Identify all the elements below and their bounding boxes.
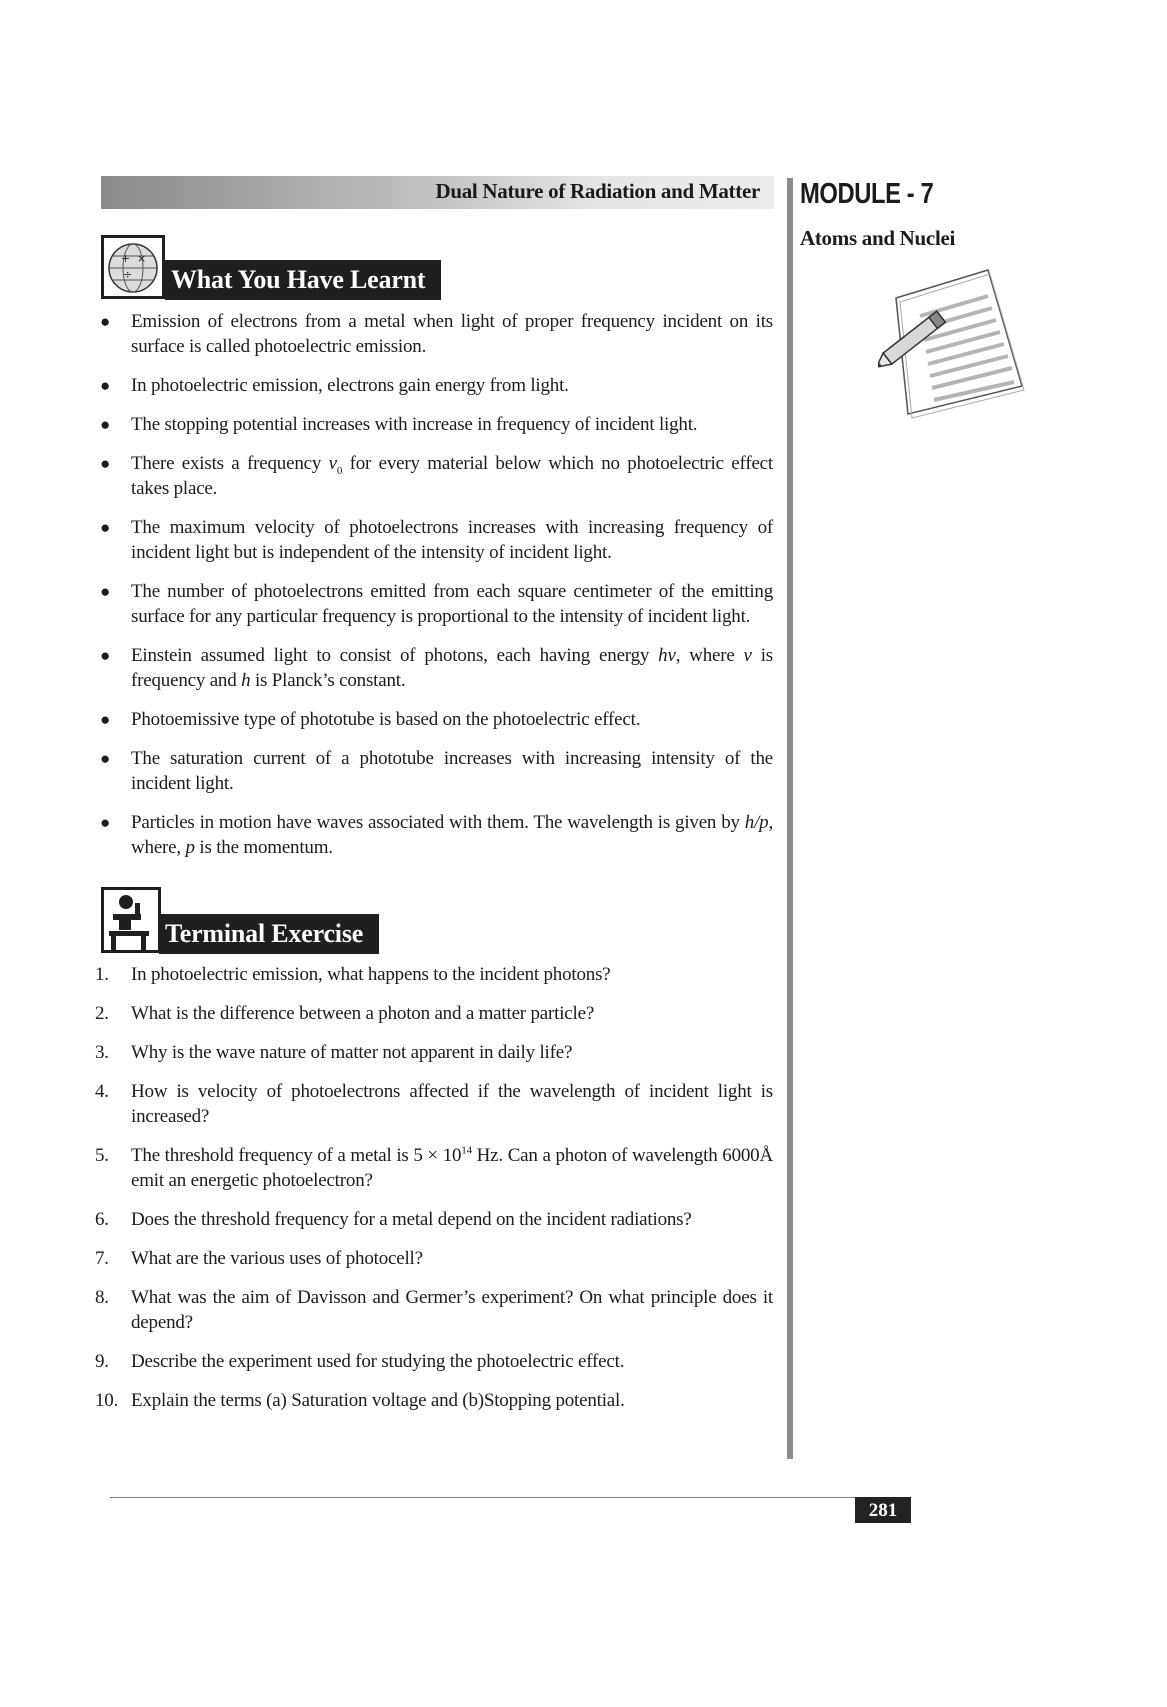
list-item: ● Einstein assumed light to consist of photons, each having energy hv, where v is frequency and h is Planck’s constant. bbox=[100, 645, 773, 691]
list-item: ● The saturation current of a phototube increases with increasing intensity of the incident light. bbox=[100, 748, 773, 794]
bullet-icon: ● bbox=[100, 312, 111, 331]
footer-rule bbox=[110, 1497, 855, 1498]
page-number: 281 bbox=[855, 1497, 911, 1523]
bullet-icon: ● bbox=[100, 813, 111, 832]
running-header bbox=[101, 176, 774, 209]
bullet-icon: ● bbox=[100, 518, 111, 537]
exercise-list bbox=[95, 962, 773, 1413]
list-item: 2. What is the difference between a photon and a matter particle? bbox=[95, 1003, 595, 1024]
list-item: ● The stopping potential increases with increase in frequency of incident light. bbox=[100, 414, 698, 435]
list-item: 3. Why is the wave nature of matter not apparent in daily life? bbox=[95, 1042, 573, 1063]
svg-text:÷: ÷ bbox=[123, 268, 133, 281]
list-item: 10. Explain the terms (a) Saturation voltage and (b)Stopping potential. bbox=[95, 1390, 625, 1411]
learnt-list bbox=[95, 309, 773, 860]
bullet-icon: ● bbox=[100, 415, 111, 434]
list-item: 5. The threshold frequency of a metal is $5 \times 10^{14}$ Hz. Can a photon of wavelength 6000Å emit an energetic photoelectron? bbox=[95, 1144, 773, 1191]
module-subtitle: Atoms and Nuclei bbox=[800, 226, 956, 250]
bullet-icon: ● bbox=[100, 646, 111, 665]
bullet-icon: ● bbox=[100, 749, 111, 768]
module-title: MODULE - 7 bbox=[800, 178, 934, 210]
svg-text:+: + bbox=[121, 252, 131, 265]
margin-rule bbox=[787, 178, 793, 1459]
list-item: ● There exists a frequency $v_0$ for every material below which no photoelectric effect takes place. bbox=[100, 453, 773, 499]
notes-pencil-icon bbox=[878, 266, 1028, 424]
svg-text:×: × bbox=[137, 252, 147, 265]
list-item: ● Photoemissive type of phototube is based on the photoelectric effect. bbox=[100, 709, 641, 730]
list-item: ● In photoelectric emission, electrons gain energy from light. bbox=[100, 375, 569, 396]
list-item: ● The maximum velocity of photoelectrons increases with increasing frequency of incident light but is independent of the intensity of incident light. bbox=[100, 517, 773, 563]
bullet-icon: ● bbox=[100, 376, 111, 395]
list-item: 6. Does the threshold frequency for a metal depend on the incident radiations? bbox=[95, 1209, 692, 1230]
list-item: 9. Describe the experiment used for studying the photoelectric effect. bbox=[95, 1351, 625, 1372]
list-item: 7. What are the various uses of photocell? bbox=[95, 1248, 423, 1269]
list-item: ● The number of photoelectrons emitted from each square centimeter of the emitting surface for any particular frequency is proportional to the intensity of incident light. bbox=[100, 581, 773, 627]
bullet-icon: ● bbox=[100, 710, 111, 729]
section-title-exercise: Terminal Exercise bbox=[159, 914, 379, 954]
exercise-student-icon bbox=[101, 887, 161, 953]
list-item: ● Particles in motion have waves associated with them. The wavelength is given by h/p, where, p is the momentum. bbox=[100, 812, 773, 858]
section-title-learnt: What You Have Learnt bbox=[165, 260, 441, 300]
list-item: 8. What was the aim of Davisson and Germer’s experiment? On what principle does it depend? bbox=[95, 1287, 773, 1333]
learnt-globe-icon bbox=[101, 235, 165, 299]
list-item: ● Emission of electrons from a metal when light of proper frequency incident on its surface is called photoelectric emission. bbox=[100, 311, 773, 357]
chapter-title: Dual Nature of Radiation and Matter bbox=[435, 179, 760, 203]
bullet-icon: ● bbox=[100, 454, 111, 473]
list-item: 1. In photoelectric emission, what happens to the incident photons? bbox=[95, 964, 611, 985]
bullet-icon: ● bbox=[100, 582, 111, 601]
list-item: 4. How is velocity of photoelectrons affected if the wavelength of incident light is increased? bbox=[95, 1081, 773, 1127]
